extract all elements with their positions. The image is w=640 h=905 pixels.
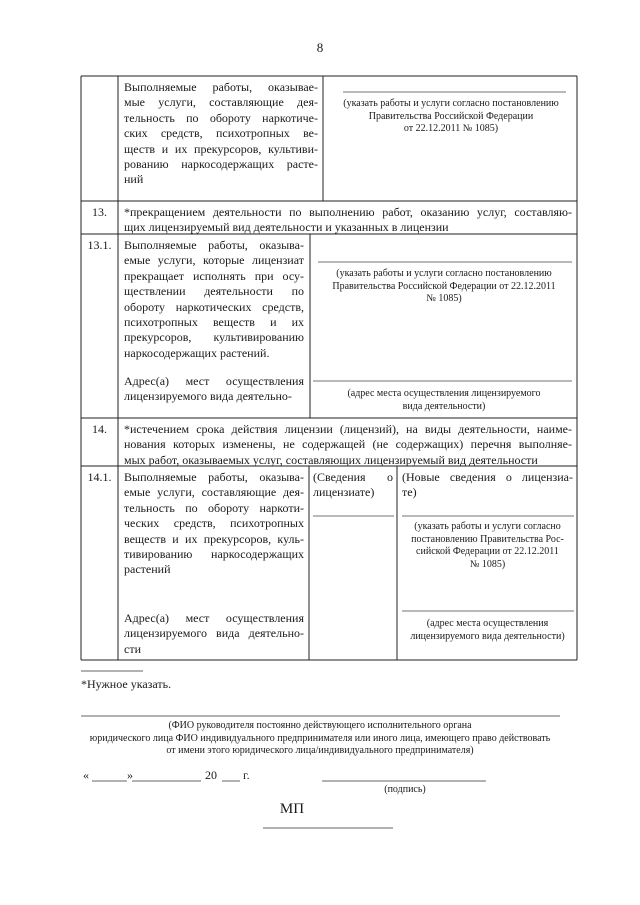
date-year-prefix: 20	[205, 768, 217, 782]
row0-description: Выполняемые работы, оказывае- мые услуги, составляющие дея- тельность по обороту наркотиче- ских средств, психотропных ве- ществ и их прекурсоров, культиви- рованию наркосодержащих расте- ний	[124, 80, 318, 187]
row14-1-address-label: Адрес(а) мест осуществления лицензируемого вида деятельно- сти	[124, 611, 304, 656]
row14-1-new-info-header: (Новые сведения о лицензиа- те)	[402, 470, 573, 500]
row13-1-description: Выполняемые работы, оказыва- емые услуги, которые лицензиат прекращает исполнять при осу- ществлении деятельности по обороту наркотических средств, психотропных веществ и их прекурсоров, культивированию наркосодержащих растений.	[124, 238, 304, 360]
row13-1-number: 13.1.	[87, 238, 112, 252]
signature-caption: (подпись)	[384, 784, 426, 795]
row14-1-description: Выполняемые работы, оказыва- емые услуги, составляющие дея- тельность по обороту наркоти- ческих средств, психотропных веществ и их прекурсоров, куль- тивированию наркосодержащих растений	[124, 470, 304, 577]
row13-1-address-label: Адрес(а) мест осуществления лицензируемого вида деятельно-	[124, 374, 304, 404]
stamp-placeholder: МП	[279, 801, 305, 817]
row14-1-address-hint: (адрес места осуществления лицензируемого вида деятельности)	[410, 618, 565, 642]
row14-1-current-info-header: (Сведения о лицензиате)	[313, 470, 393, 500]
row0-hint: (указать работы и услуги согласно постановлению Правительства Российской Федерации от 22.12.2011 № 1085)	[343, 98, 559, 134]
footnote: *Нужное указать.	[81, 677, 172, 691]
row14-number: 14.	[92, 422, 107, 436]
row13-description: *прекращением деятельности по выполнению работ, оказанию услуг, составляю- щих лицензируемый вид деятельности и указанных в лицензии	[124, 205, 572, 235]
date-open-quote: «	[83, 768, 89, 782]
row14-1-hint: (указать работы и услуги согласно постановлению Правительства Рос- сийской Федерации от 22.12.2011 № 1085)	[411, 521, 564, 570]
row13-number: 13.	[92, 205, 107, 219]
date-year-suffix: г.	[243, 768, 250, 782]
page-number: 8	[316, 40, 324, 55]
signer-caption: (ФИО руководителя постоянно действующего исполнительного органа юридического лица ФИО индивидуального предпринимателя или иного лица, имеющего право действовать от имени этого юридического лица/индивидуального предпринимателя)	[89, 720, 551, 756]
date-close-quote: »	[127, 768, 133, 782]
row13-1-address-hint: (адрес места осуществления лицензируемого вида деятельности)	[347, 388, 541, 412]
row14-description: *истечением срока действия лицензии (лицензий), на виды деятельности, наиме- нования которых изменены, не содержащей (не содержащих) перечня выполняе- мых работ, оказываемых услуг, составляющих лицензируемый вид деятельности	[124, 422, 572, 467]
row14-1-number: 14.1.	[87, 470, 112, 484]
row13-1-hint: (указать работы и услуги согласно постановлению Правительства Российской Федерации от 22.12.2011 № 1085)	[332, 268, 556, 304]
